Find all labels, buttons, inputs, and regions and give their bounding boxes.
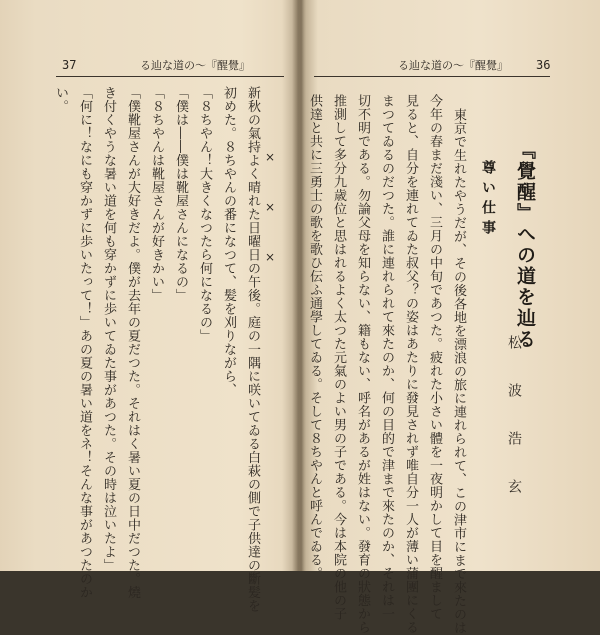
right-column-5: 切不明である。勿論父母を知らない、籍もない、呼名があるが姓はない。發育の狀態から xyxy=(355,94,370,634)
chapter-title: 『覺醒』への道を辿る xyxy=(514,140,536,350)
right-running-head: る辿な道の〜『醒覺』 xyxy=(398,59,508,72)
left-page-number: 37 xyxy=(62,58,77,72)
left-header-rule xyxy=(56,76,284,77)
right-column-2: 今年の春まだ淺い、三月の中旬であつた。疲れた小さい體を一夜明かして目を醒まして xyxy=(427,94,442,621)
right-column-4: まつてゐるのだつた。誰に連れられて來たのか、何の目的で津まで來たのか、それは一 xyxy=(379,94,394,621)
right-column-6: 推測して多分九歳位と思はれるよく太つた元氣のよい男の子である。今は本院の他の子 xyxy=(331,94,346,621)
right-page-number: 36 xyxy=(536,58,551,72)
left-column-7: き付くやうな暑い道を何も穿かずに歩いてゐた事があつた。その時は泣いたよ」 xyxy=(101,86,116,572)
right-column-3: 見ると、自分を連れてゐた叔父？の姿はあたりに發見されず唯自分一人が薄い蒲團にくる xyxy=(403,94,418,634)
left-running-head: る辿な道の〜『醒覺』 xyxy=(140,59,250,72)
left-column-9: い。 xyxy=(53,86,68,113)
left-column-6: 「僕靴屋さんが大好きだよ。僕が去年の夏だつた。それはく暑い夏の日中だつた。燒 xyxy=(125,86,140,599)
author-name: 松 波 浩 玄 xyxy=(506,335,522,503)
right-header-rule xyxy=(314,76,550,77)
left-column-5: 「８ちやんは靴屋さんが好きかい」 xyxy=(149,86,164,302)
right-column-7: 供達と共に三勇士の歌を歌ひ伝ふ通學してゐる。そして８ちやんと呼んでゐる。 xyxy=(307,94,322,580)
left-column-3: 「８ちやん！大きくなつたら何になるの」 xyxy=(197,86,212,343)
left-column-2: 初めた。８ちやんの番になつて、髪を刈りながら、 xyxy=(221,86,236,397)
left-column-8: 「何に！なにも穿かずに歩いたって！」あの夏の暑い道をネ！そんな事があつたのか xyxy=(77,86,92,599)
left-column-1: 新秋の氣持よく晴れた日曜日の午後。庭の一隅に咲いてゐる白萩の側で子供達の斷髪を xyxy=(245,86,260,613)
book-gutter xyxy=(292,0,304,571)
section-subheading: 尊い仕事 xyxy=(480,160,496,240)
right-column-1: 東京で生れたやうだが、その後各地を漂浪の旅に連れられて、この津市にまで來たのは xyxy=(451,108,466,635)
section-break-marks: × × × xyxy=(263,150,277,264)
left-column-4: 「僕は――僕は靴屋さんになるの」 xyxy=(173,86,188,302)
